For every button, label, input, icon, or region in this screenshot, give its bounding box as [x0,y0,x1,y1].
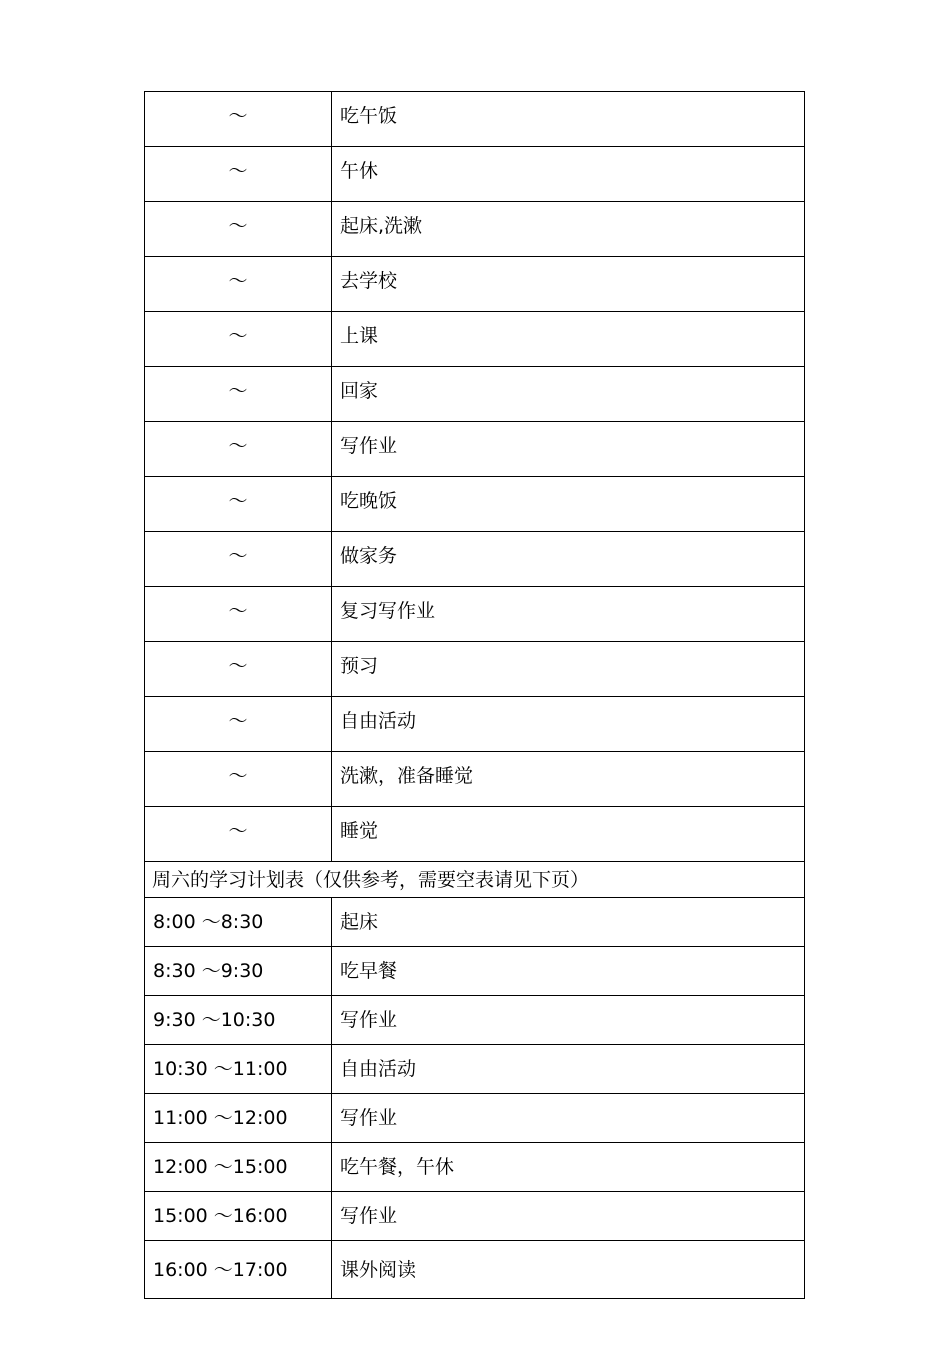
time-cell: ～ [145,642,332,697]
table-row [145,752,805,807]
time-cell: ～ [145,202,332,257]
activity-cell: 做家务 [332,532,805,587]
time-cell: ～ [145,257,332,312]
table-row [145,532,805,587]
time-cell: ～ [145,92,332,147]
table-row [145,367,805,422]
weekday-plan-body [145,92,805,862]
table-row [145,477,805,532]
time-cell: ～ [145,422,332,477]
table-row [145,147,805,202]
time-cell: 12:00 ～15:00 [145,1143,332,1192]
table-row [145,1094,805,1143]
table-row [145,807,805,862]
time-cell: 8:30 ～9:30 [145,947,332,996]
time-cell: 10:30 ～11:00 [145,1045,332,1094]
time-cell: ～ [145,807,332,862]
table-row [145,1143,805,1192]
activity-cell: 吃早餐 [332,947,805,996]
activity-cell: 吃午餐，午休 [332,1143,805,1192]
section-heading-row [145,862,805,898]
time-cell: ～ [145,477,332,532]
activity-cell: 睡觉 [332,807,805,862]
activity-cell: 写作业 [332,996,805,1045]
activity-cell: 上课 [332,312,805,367]
activity-cell: 吃午饭 [332,92,805,147]
schedule-table [144,91,805,1299]
table-row [145,1241,805,1299]
activity-cell: 起床,洗漱 [332,202,805,257]
time-cell: 8:00 ～8:30 [145,898,332,947]
activity-cell: 课外阅读 [332,1241,805,1299]
table-row [145,1045,805,1094]
time-cell: ～ [145,312,332,367]
table-row [145,1192,805,1241]
table-row [145,257,805,312]
table-row [145,642,805,697]
activity-cell: 自由活动 [332,697,805,752]
table-row [145,697,805,752]
activity-cell: 写作业 [332,422,805,477]
table-row [145,587,805,642]
activity-cell: 写作业 [332,1192,805,1241]
table-row [145,898,805,947]
activity-cell: 自由活动 [332,1045,805,1094]
time-cell: 9:30 ～10:30 [145,996,332,1045]
table-row [145,422,805,477]
time-cell: ～ [145,147,332,202]
table-row [145,312,805,367]
activity-cell: 回家 [332,367,805,422]
table-row [145,996,805,1045]
table-row [145,202,805,257]
time-cell: 16:00 ～17:00 [145,1241,332,1299]
activity-cell: 起床 [332,898,805,947]
saturday-plan-body [145,862,805,1299]
activity-cell: 去学校 [332,257,805,312]
time-cell: ～ [145,587,332,642]
time-cell: 15:00 ～16:00 [145,1192,332,1241]
table-row [145,947,805,996]
time-cell: ～ [145,532,332,587]
activity-cell: 吃晚饭 [332,477,805,532]
saturday-plan-heading: 周六的学习计划表（仅供参考，需要空表请见下页） [145,862,805,898]
time-cell: 11:00 ～12:00 [145,1094,332,1143]
activity-cell: 预习 [332,642,805,697]
table-row [145,92,805,147]
activity-cell: 洗漱，准备睡觉 [332,752,805,807]
time-cell: ～ [145,367,332,422]
activity-cell: 午休 [332,147,805,202]
time-cell: ～ [145,752,332,807]
activity-cell: 写作业 [332,1094,805,1143]
activity-cell: 复习写作业 [332,587,805,642]
time-cell: ～ [145,697,332,752]
